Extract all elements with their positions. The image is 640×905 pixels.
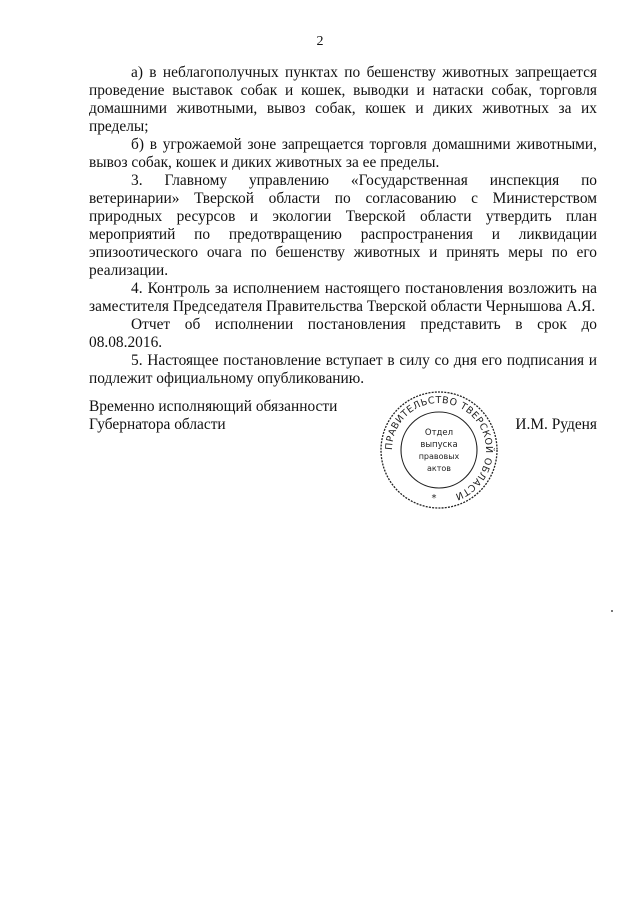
- stamp-center-line1: Отдел: [424, 428, 454, 438]
- paragraph-b: б) в угрожаемой зоне запрещается торговля домашними животными, вывоз собак, кошек и диких животных за ее пределы.: [89, 136, 597, 171]
- paragraph-3: 3. Главному управлению «Государственная инспекция по ветеринарии» Тверской области по согласованию с Министерством природных ресурсов и экологии Тверской области утвердить план мероприятий по предотвращению распространения и ликвидации эпизоотического очага по бешенству животных и принять меры по его реализации.: [89, 172, 597, 279]
- signer-position-line1: Временно исполняющий обязанности: [89, 398, 338, 415]
- stamp-star: *: [431, 493, 437, 504]
- paragraph-report: Отчет об исполнении постановления представить в срок до 08.08.2016.: [89, 316, 597, 351]
- stamp-ring-text: ПРАВИТЕЛЬСТВО ТВЕРСКОЙ ОБЛАСТИ: [383, 394, 495, 502]
- stamp-inner-ring: [401, 412, 477, 488]
- document-body: [89, 64, 597, 388]
- page-number: 2: [316, 34, 324, 49]
- paragraph-5: 5. Настоящее постановление вступает в силу со дня его подписания и подлежит официальному опубликованию.: [89, 352, 597, 387]
- stamp-center-line3: правовых: [418, 452, 460, 461]
- signer-position-line2: Губернатора области: [89, 416, 226, 433]
- stamp-center-line2: выпуска: [420, 440, 458, 450]
- stamp-outer-ring: [381, 392, 497, 508]
- signer-name: И.М. Руденя: [515, 416, 597, 433]
- paragraph-a: а) в неблагополучных пунктах по бешенству животных запрещается проведение выставок собак и кошек, выводки и натаски собак, торговля домашними животными, вывоз собак, кошек и диких животных за их пределы;: [89, 64, 597, 135]
- official-stamp: [379, 390, 499, 510]
- margin-dot: [611, 610, 613, 612]
- paragraph-4: 4. Контроль за исполнением настоящего постановления возложить на заместителя Председателя Правительства Тверской области Чернышова А.Я.: [89, 280, 597, 315]
- stamp-center-line4: актов: [426, 464, 452, 473]
- signature-block: [89, 398, 337, 434]
